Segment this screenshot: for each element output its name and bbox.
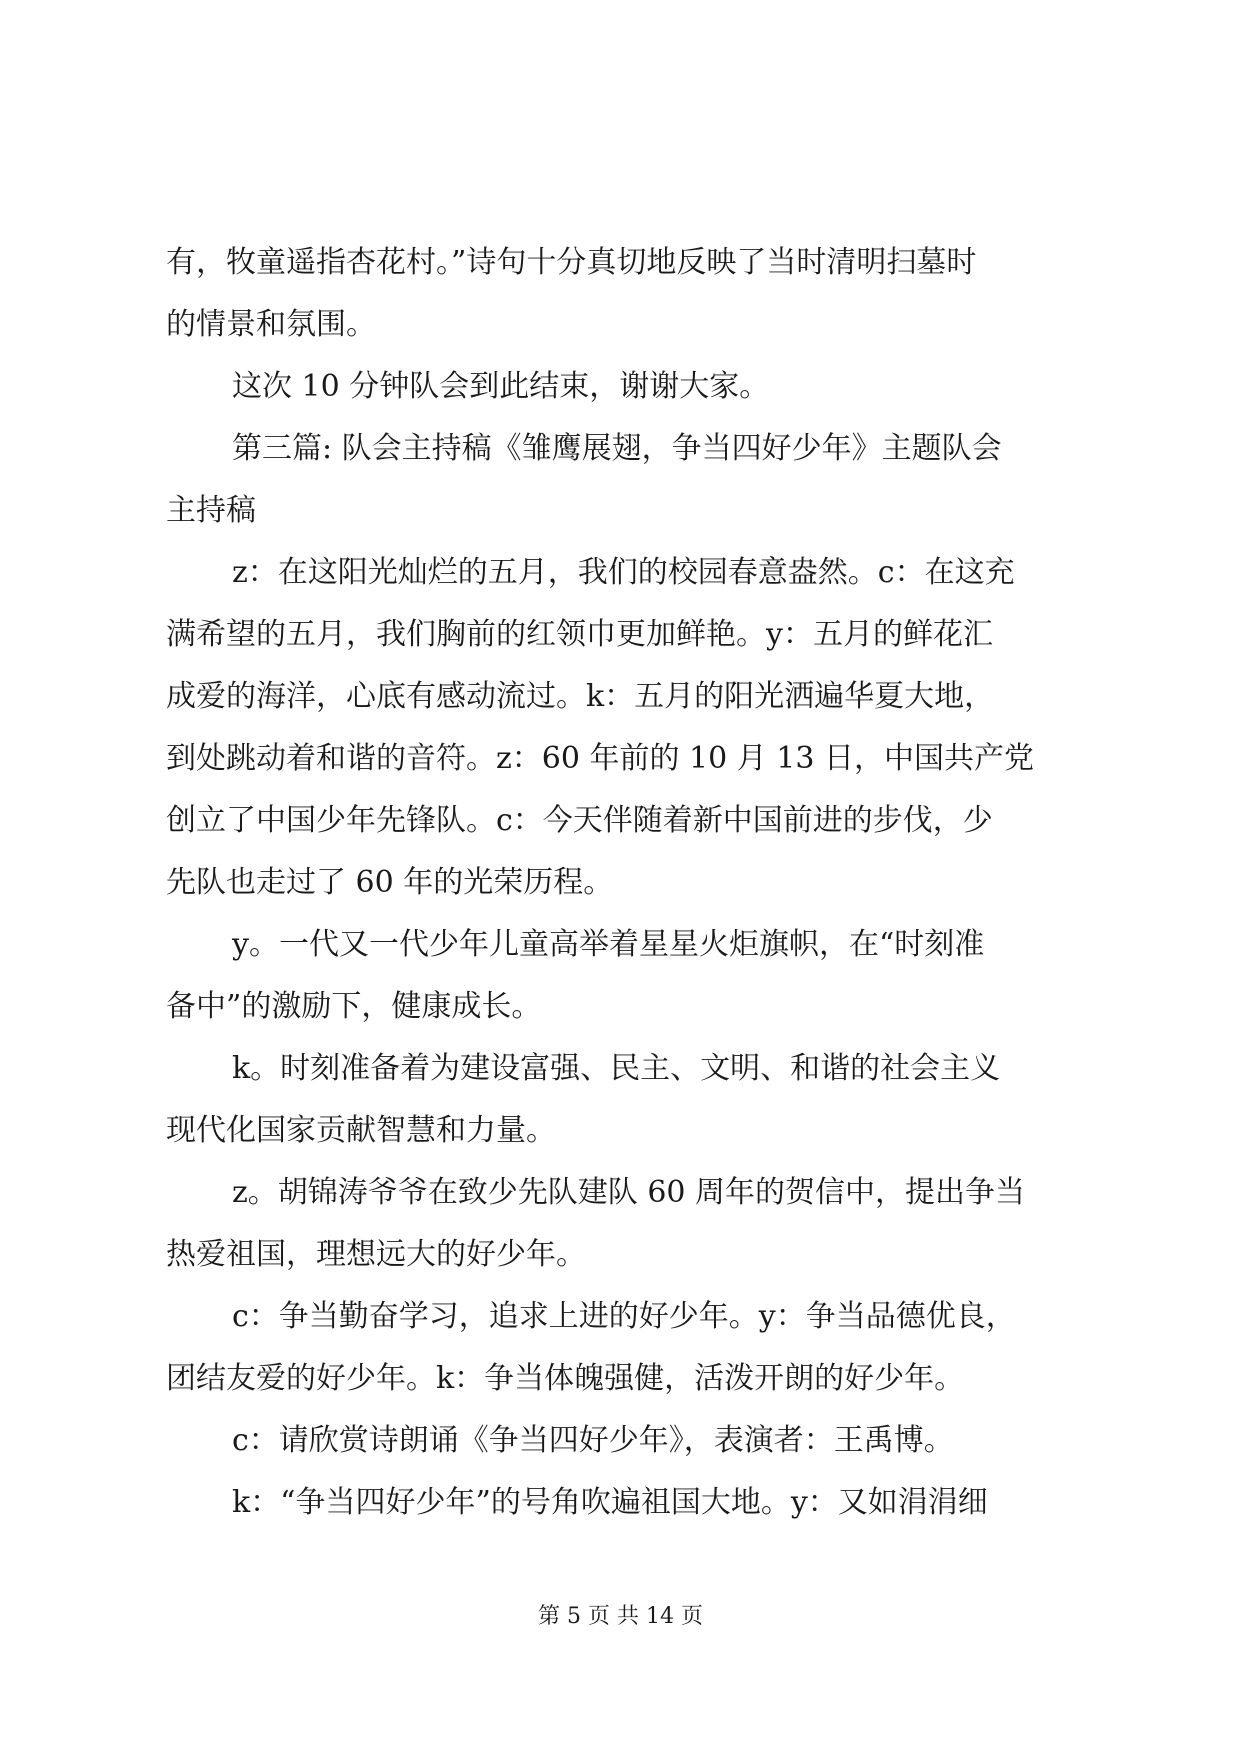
text-line: 创立了中国少年先锋队。c：今天伴随着新中国前进的步伐，少 bbox=[166, 803, 993, 838]
body-text bbox=[166, 232, 1076, 1534]
text-line: 第三篇: 队会主持稿《雏鹰展翅，争当四好少年》主题队会 bbox=[232, 431, 1002, 466]
text-line: 到处跳动着和谐的音符。z：60 年前的 10 月 13 日，中国共产党 bbox=[166, 741, 1035, 776]
text-line: y。一代又一代少年儿童高举着星星火炬旗帜，在“时刻准 bbox=[232, 927, 985, 962]
text-line: c：请欣赏诗朗诵《争当四好少年》，表演者：王禹博。 bbox=[232, 1423, 954, 1458]
text-line: 主持稿 bbox=[166, 493, 256, 528]
text-line: c：争当勤奋学习，追求上进的好少年。y：争当品德优良， bbox=[232, 1299, 1016, 1334]
text-line: 热爱祖国，理想远大的好少年。 bbox=[166, 1237, 586, 1272]
text-line: k：“争当四好少年”的号角吹遍祖国大地。y：又如涓涓细 bbox=[232, 1485, 988, 1520]
text-line: 备中”的激励下，健康成长。 bbox=[166, 989, 542, 1024]
text-line: z：在这阳光灿烂的五月，我们的校园春意盎然。c：在这充 bbox=[232, 555, 1015, 590]
text-line: 团结友爱的好少年。k：争当体魄强健，活泼开朗的好少年。 bbox=[166, 1361, 965, 1396]
text-line: 满希望的五月，我们胸前的红领巾更加鲜艳。y：五月的鲜花汇 bbox=[166, 617, 993, 652]
text-line: 现代化国家贡献智慧和力量。 bbox=[166, 1113, 556, 1148]
text-line: 有，牧童遥指杏花村。”诗句十分真切地反映了当时清明扫墓时 bbox=[166, 245, 977, 280]
page-number-footer: 第 5 页 共 14 页 bbox=[538, 1604, 703, 1629]
text-line: 先队也走过了 60 年的光荣历程。 bbox=[166, 865, 614, 900]
text-line: z。胡锦涛爷爷在致少先队建队 60 周年的贺信中，提出争当 bbox=[232, 1175, 1026, 1210]
text-line: 成爱的海洋，心底有感动流过。k：五月的阳光洒遍华夏大地， bbox=[166, 679, 995, 714]
text-line: 的情景和氛围。 bbox=[166, 307, 376, 342]
text-line: k。时刻准备着为建设富强、民主、文明、和谐的社会主义 bbox=[232, 1051, 1001, 1086]
text-line: 这次 10 分钟队会到此结束，谢谢大家。 bbox=[232, 369, 770, 404]
